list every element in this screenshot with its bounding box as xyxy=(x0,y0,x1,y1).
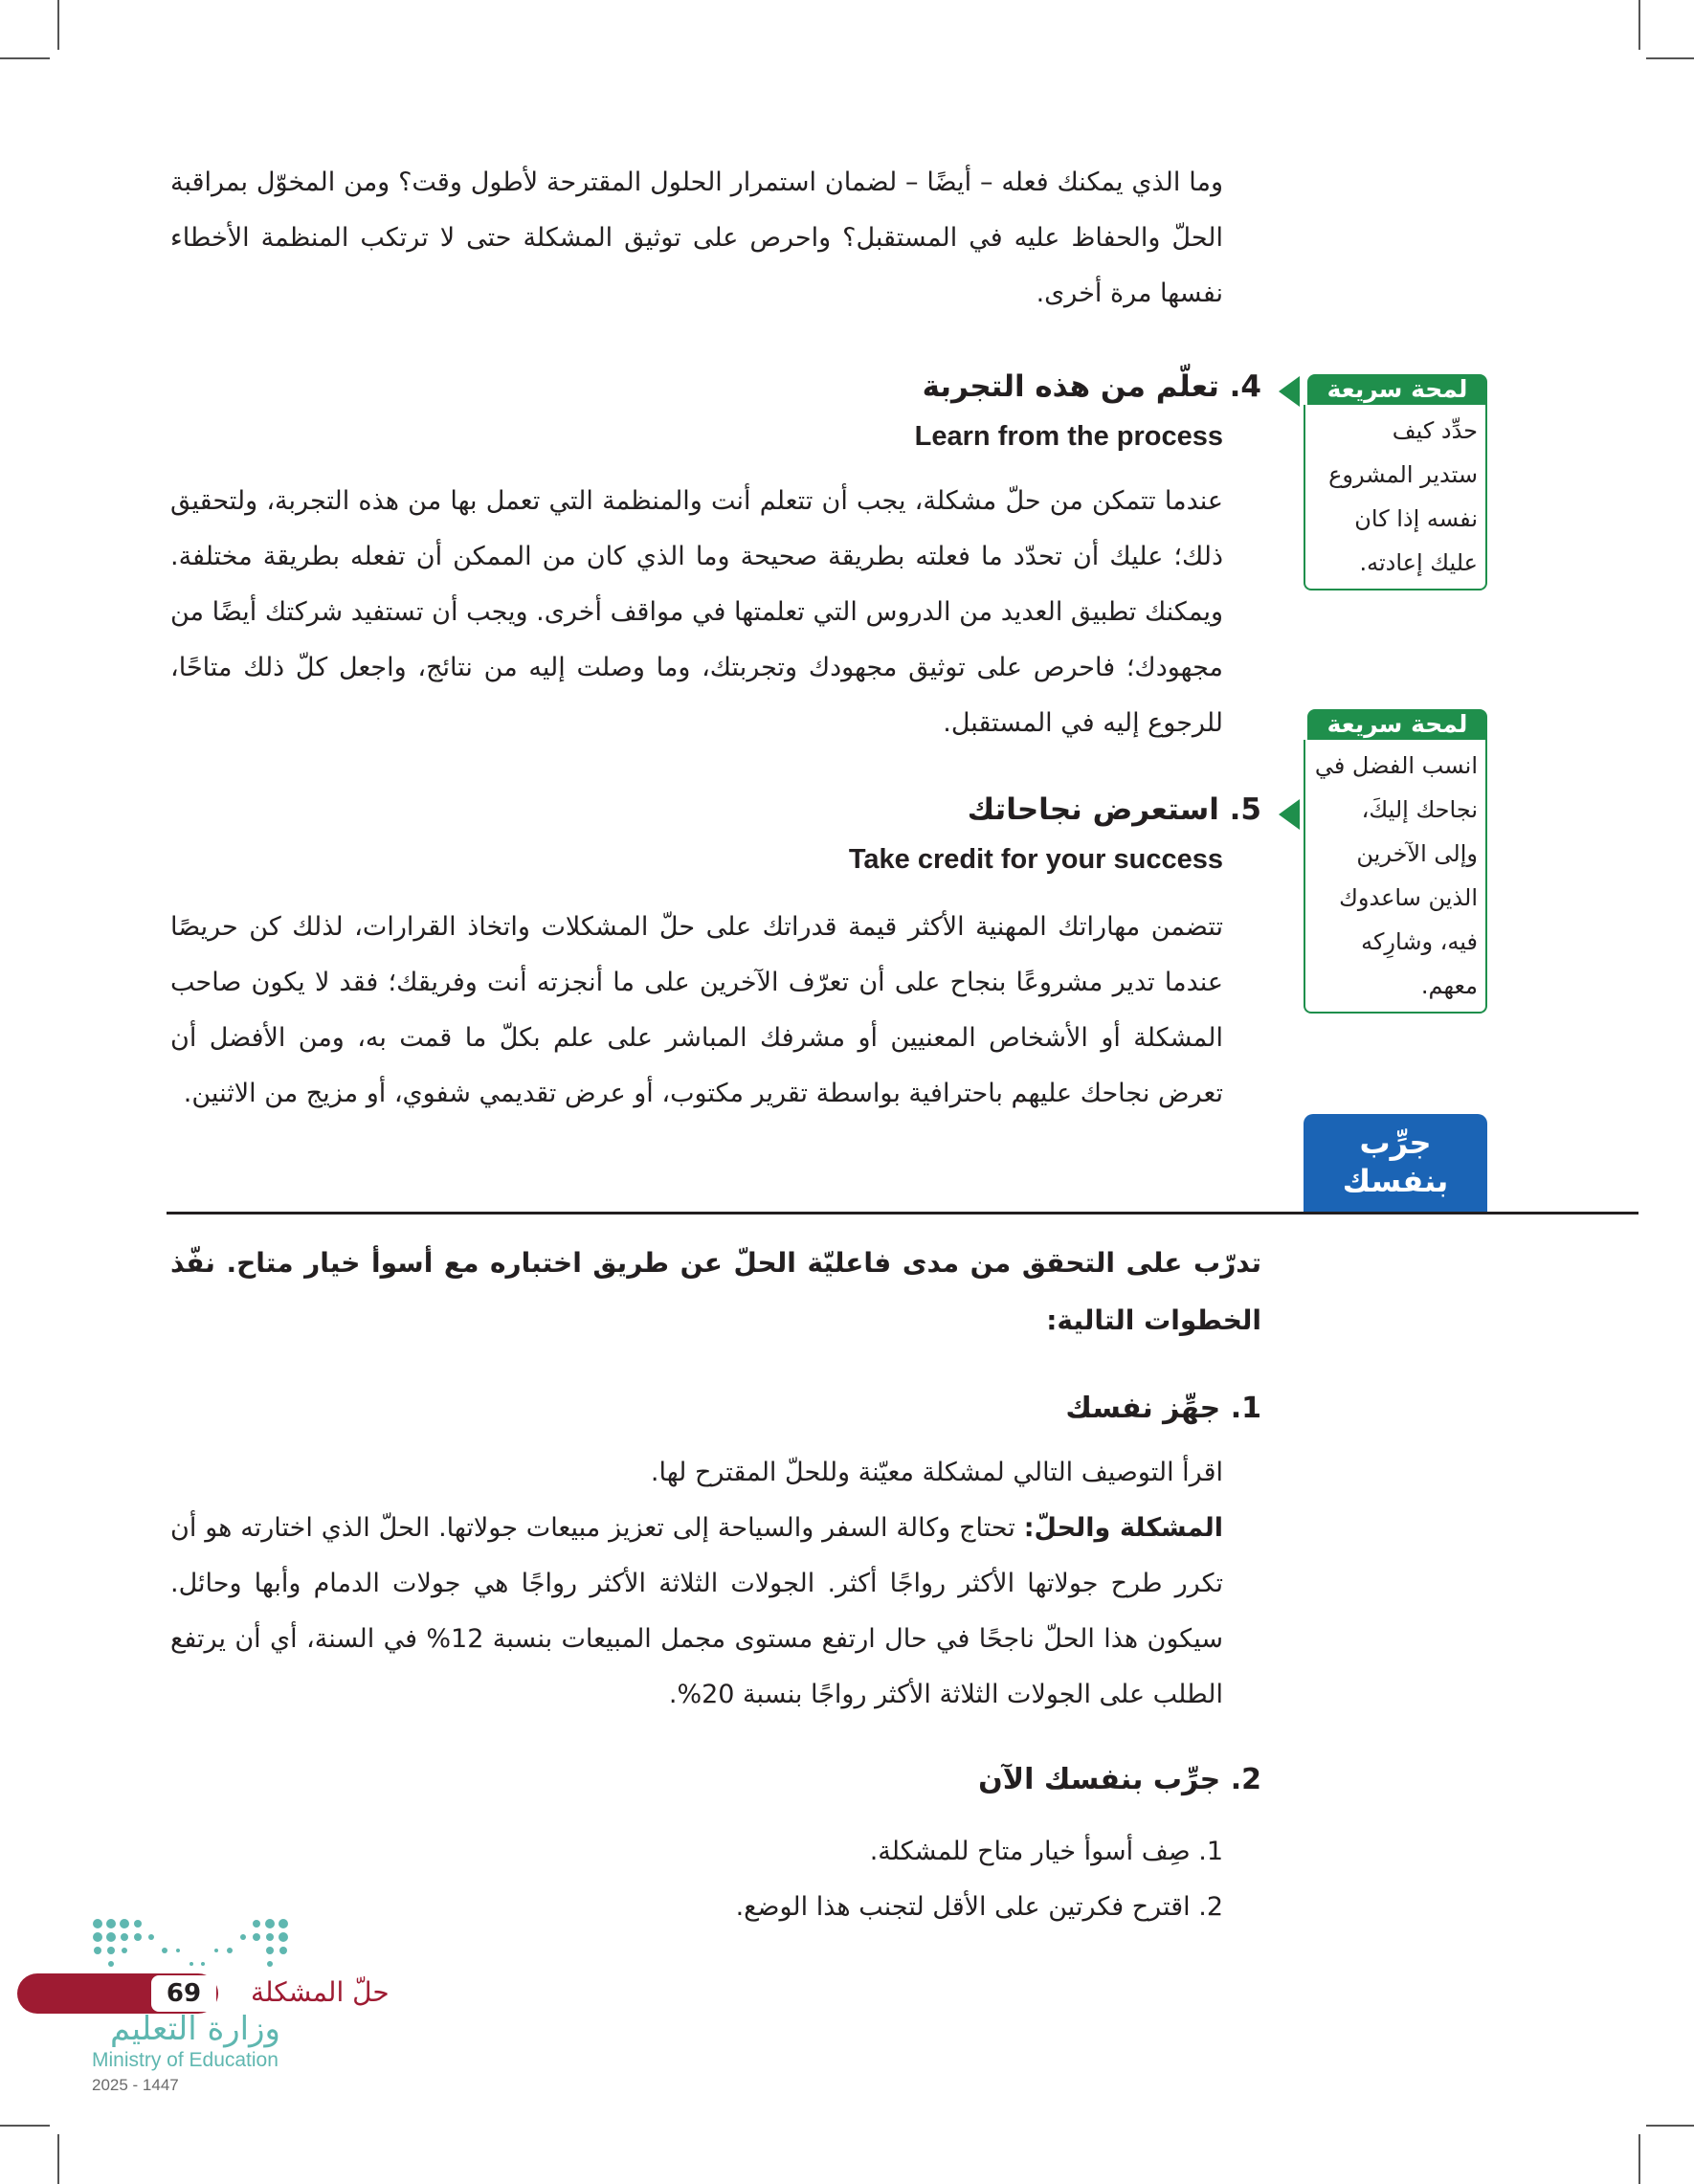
tip-line: معهم. xyxy=(1420,972,1478,999)
tip-line: فيه، وشارِكه xyxy=(1361,928,1478,955)
tip-line: الذين ساعدوك xyxy=(1339,884,1478,911)
problem-text: تحتاج وكالة السفر والسياحة إلى تعزيز مبيعات جولاتها. الحلّ الذي اختارته هو أن تكرر طرح جولاتها الأكثر رواجًا أكثر. الجولات الثلاثة الأكثر رواجًا هي جولات الدمام وأبها وحائل. سيكون هذا الحلّ ناجحًا في حال ارتفع مستوى مجمل المبيعات بنسبة 12% في السنة، أي أن يرتفع الطلب على الجولات الثلاثة الأكثر رواجًا بنسبة 20%. xyxy=(170,1513,1223,1709)
quick-tip-box xyxy=(1304,740,1487,1014)
section4-title: 4. تعلّم من هذه التجربة xyxy=(922,369,1261,404)
tip-line: حدِّد كيف xyxy=(1392,417,1478,444)
step1-title: 1. جهِّز نفسك xyxy=(1065,1392,1261,1425)
tip-line: عليك إعادته. xyxy=(1359,549,1478,576)
section4-subtitle: Learn from the process xyxy=(914,421,1223,452)
problem-label: المشكلة والحلّ: xyxy=(1023,1513,1224,1543)
crop-mark xyxy=(1638,0,1640,50)
chapter-title: حلّ المشكلة xyxy=(251,1976,390,2008)
crop-mark xyxy=(1646,2125,1694,2127)
problem-description xyxy=(170,1501,1223,1723)
crop-mark xyxy=(0,57,50,59)
try-yourself-label: جرِّب xyxy=(1359,1125,1432,1161)
section5-body: تتضمن مهاراتك المهنية الأكثر قيمة قدراتك على حلّ المشكلات واتخاذ القرارات، لذلك كن حريصًا عندما تدير مشروعًا بنجاح على أن تعرّف الآخرين على ما أنجزته أنت وفريقك؛ فقد لا يكون صاحب المشكلة أو الأشخاص المعنيين أو مشرفك المباشر على علم بكلّ ما قمت به، ومن الأفضل أن تعرض نجاحك عليهم باحترافية بواسطة تقرير مكتوب، أو عرض تقديمي شفوي، أو مزيج من الاثنين. xyxy=(170,912,1223,1108)
step2-title: 2. جرِّب بنفسك الآن xyxy=(978,1763,1261,1796)
tip-label: لمحة سريعة xyxy=(1307,374,1487,405)
try-yourself-label: بنفسك xyxy=(1342,1163,1449,1199)
crop-mark xyxy=(1646,57,1694,59)
task-item: 1. صِف أسوأ خيار متاح للمشكلة. xyxy=(869,1837,1223,1866)
section5-subtitle: Take credit for your success xyxy=(848,844,1223,875)
ministry-name-english: Ministry of Education xyxy=(92,2049,279,2071)
section5-title: 5. استعرض نجاحاتك xyxy=(967,792,1261,827)
page-number: 69 xyxy=(151,1975,216,2012)
try-yourself-badge xyxy=(1304,1114,1487,1212)
ministry-name-arabic: وزارة التعليم xyxy=(110,2010,280,2048)
crop-mark xyxy=(57,2134,59,2184)
try-instruction: تدرّب على التحقق من مدى فاعليّة الحلّ عن طريق اختباره مع أسوأ خيار متاح. نفّذ الخطوات التالية: xyxy=(170,1247,1261,1336)
section4-body: عندما تتمكن من حلّ مشكلة، يجب أن تتعلم أنت والمنظمة التي تعمل بها من هذه التجربة، ولتحقيق ذلك؛ عليك أن تحدّد ما فعلته بطريقة صحيحة وما الذي كان من الممكن أن تفعله بطريقة مختلفة. ويمكنك تطبيق العديد من الدروس التي تعلمتها في مواقف أخرى. ويجب أن تستفيد شركتك أيضًا من مجهودك؛ فاحرص على توثيق مجهودك وتجربتك، وما وصلت إليه من نتائج، واجعل كلّ ذلك متاحًا، للرجوع إليه في المستقبل. xyxy=(170,486,1223,738)
crop-mark xyxy=(1638,2134,1640,2184)
task-item: 2. اقترح فكرتين على الأقل لتجنب هذا الوضع. xyxy=(735,1892,1223,1922)
tip-line: نجاحك إليكَ، xyxy=(1361,796,1478,823)
tip-line: انسب الفضل في xyxy=(1314,752,1478,779)
tip-label: لمحة سريعة xyxy=(1307,709,1487,740)
tip-line: ستدير المشروع xyxy=(1328,461,1478,488)
ministry-logo-dots xyxy=(92,1918,302,1975)
tip-pointer-arrow xyxy=(1279,799,1300,830)
quick-tip-box xyxy=(1304,405,1487,591)
intro-paragraph: وما الذي يمكنك فعله – أيضًا – لضمان استمرار الحلول المقترحة لأطول وقت؟ ومن المخوّل بمراقبة الحلّ والحفاظ عليه في المستقبل؟ واحرص على توثيق المشكلة حتى لا ترتكب المنظمة الأخطاء نفسها مرة أخرى. xyxy=(170,167,1223,308)
tip-line: نفسه إذا كان xyxy=(1354,505,1478,532)
tip-pointer-arrow xyxy=(1279,376,1300,407)
edition-year: 2025 - 1447 xyxy=(92,2076,179,2094)
crop-mark xyxy=(0,2125,50,2127)
step1-intro: اقرأ التوصيف التالي لمشكلة معيّنة وللحلّ المقترح لها. xyxy=(650,1458,1223,1487)
tip-line: وإلى الآخرين xyxy=(1356,840,1478,867)
section-divider xyxy=(167,1212,1638,1215)
crop-mark xyxy=(57,0,59,50)
